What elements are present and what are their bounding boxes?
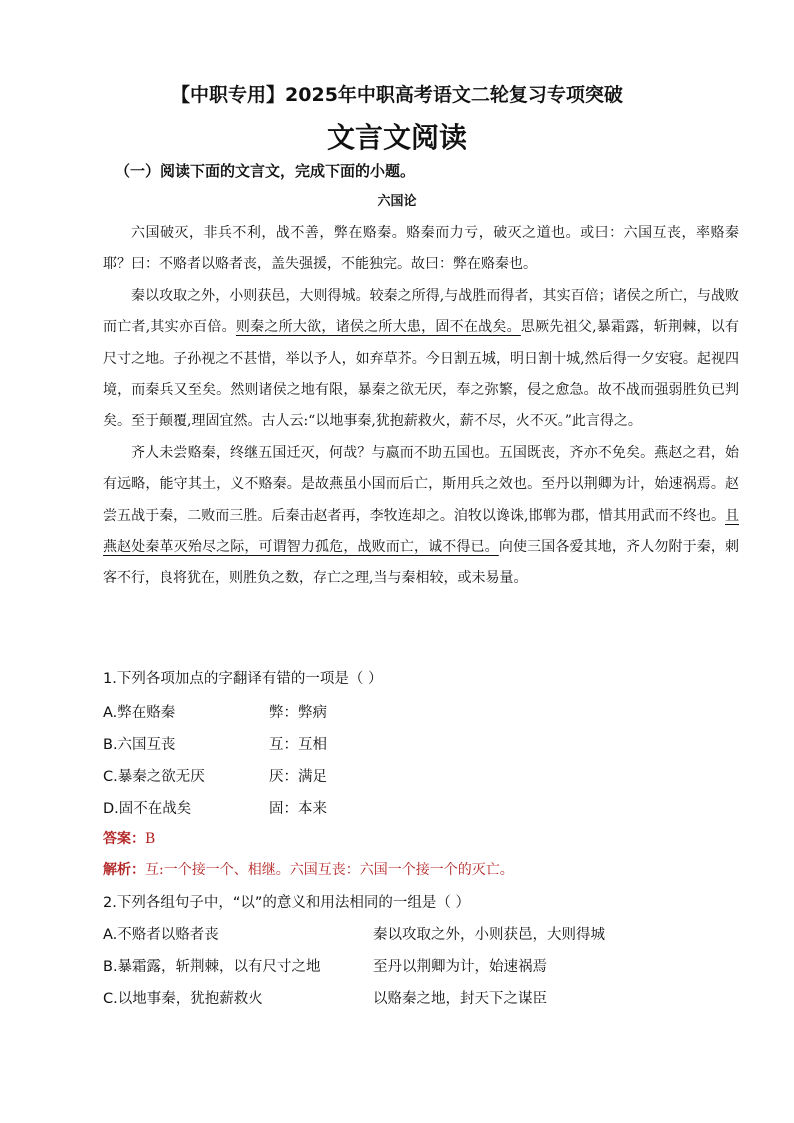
q1-answer: 答案：B [103,831,156,847]
passage-body [103,218,739,595]
underlined-sentence-1: 则秦之所大欲，诸侯之所大患，固不在战矣。 [235,319,521,336]
q1-option-b: B.六国互丧 互：互相 [103,737,327,753]
paragraph-3: 齐人未尝赂秦，终继五国迁灭，何哉？与嬴而不助五国也。五国既丧，齐亦不免矣。燕赵之君，始有远略，能守其土，义不赂秦。是故燕虽小国而后亡，斯用兵之效也。至丹以荆卿为计，始速祸焉。赵尝五战于秦，二败而三胜。后秦击赵者再，李牧连却之。洎牧以谗诛,邯郸为郡，惜其用武而不终也。且燕赵处秦革灭殆尽之际，可谓智力孤危，战败而亡，诚不得已。向使三国各爱其地，齐人勿附于秦，刺客不行，良将犹在，则胜负之数，存亡之理,当与秦相较，或未易量。 [103,444,740,587]
q1-option-c: C.暴秦之欲无厌 厌：满足 [103,769,327,785]
document-subtitle: 文言文阅读 [326,121,467,154]
paragraph-1: 六国破灭，非兵不利，战不善，弊在赂秦。赂秦而力亏，破灭之道也。或曰：六国互丧，率赂秦耶？曰：不赂者以赂者丧，盖失强援，不能独完。故曰：弊在赂秦也。 [103,225,739,273]
q2-option-c: C.以地事秦，犹抱薪救火 以赂秦之地，封天下之谋臣 [103,991,547,1007]
q2-option-b: B.暴霜露，斩荆棘，以有尺寸之地 至丹以荆卿为计，始速祸焉 [103,959,547,975]
question-1-stem: 1.下列各项加点的字翻译有错的一项是（ ） [103,671,383,687]
instruction-text: （一）阅读下面的文言文，完成下面的小题。 [115,162,416,180]
underlined-sentence-2: 且燕赵处秦革灭殆尽之际，可谓智力孤危，战败而亡，诚不得已。 [103,507,739,556]
passage-title: 六国论 [377,194,417,209]
document-title: 【中职专用】2025年中职高考语文二轮复习专项突破 [171,84,623,106]
question-2-stem: 2.下列各组句子中，“以”的意义和用法相同的一组是（ ） [103,895,470,911]
q1-option-d: D.固不在战矣 固：本来 [103,801,327,817]
q1-analysis: 解析：互:一个接一个、相继。六国互丧：六国一个接一个的灭亡。 [103,862,514,878]
paragraph-2: 秦以攻取之外，小则获邑，大则得城。较秦之所得,与战胜而得者，其实百倍；诸侯之所亡，与战败而亡者,其实亦百倍。则秦之所大欲，诸侯之所大患，固不在战矣。思厥先祖父,暴霜露，斩荆棘，以有尺寸之地。子孙视之不甚惜，举以予人，如弃草芥。今日割五城，明日割十城,然后得一夕安寝。起视四境，而秦兵又至矣。然则诸侯之地有限，暴秦之欲无厌，奉之弥繁，侵之愈急。故不战而强弱胜负已判矣。至于颠覆,理固宜然。古人云:“以地事秦,犹抱薪救火，薪不尽，火不灭。”此言得之。 [103,287,740,430]
q1-option-a: A.弊在赂秦 弊：弊病 [103,705,327,721]
q2-option-a: A.不赂者以赂者丧 秦以攻取之外，小则获邑，大则得城 [103,927,605,943]
